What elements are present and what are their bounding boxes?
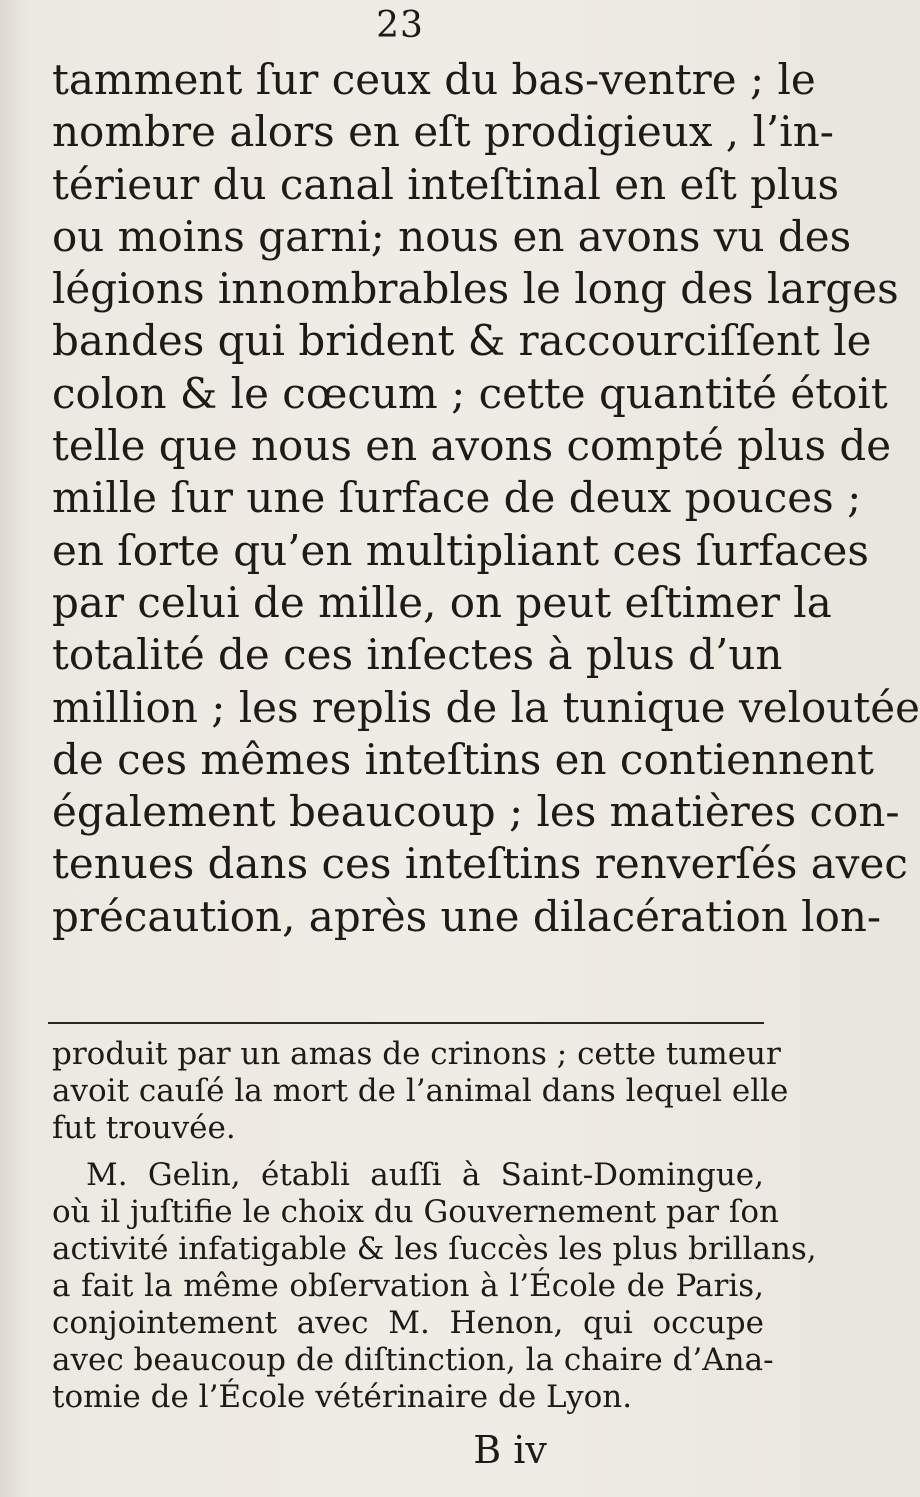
text-line: bandes qui brident & raccourciſſent le (52, 316, 872, 366)
text-line: de ces mêmes inteſtins en contiennent (52, 734, 874, 784)
footnote-line: produit par un amas de crinons ; cette tumeur (52, 1036, 781, 1072)
text-line: colon & le cœcum ; cette quantité étoit (52, 368, 888, 418)
footnote-line: avoit cauſé la mort de l’animal dans lequel elle (52, 1073, 789, 1109)
text-line: tamment ſur ceux du bas-ventre ; le (52, 55, 816, 104)
text-line: térieur du canal inteſtinal en eſt plus (52, 159, 840, 209)
text-line: million ; les replis de la tunique veloutée (52, 682, 920, 732)
main-text (52, 54, 920, 943)
text-line: légions innombrables le long des larges (52, 264, 899, 314)
footnote-gap (52, 1147, 764, 1157)
footnote-divider (48, 1022, 764, 1024)
footnotes (52, 1036, 817, 1416)
text-line: également beaucoup ; les matières con- (52, 787, 900, 837)
text-line: telle que nous en avons compté plus de (52, 421, 892, 471)
footnote-line: où il juſtifie le choix du Gouvernement par ſon (52, 1194, 779, 1230)
text-line: nombre alors en eſt prodigieux , l’in- (52, 107, 834, 157)
text-line: totalité de ces inſectes à plus d’un (52, 630, 783, 680)
page-number: 23 (376, 5, 424, 46)
text-line: tenues dans ces inteſtins renverſés avec (52, 839, 908, 889)
text-line: en ſorte qu’en multipliant ces ſurfaces (52, 525, 869, 575)
text-line: précaution, après une dilacération lon- (52, 891, 882, 941)
footnote-line: avec beaucoup de diſtinction, la chaire d’Ana- (52, 1342, 774, 1378)
footnote-line: M. Gelin, établi auſſi à Saint-Domingue, (86, 1157, 764, 1193)
footnote-line: activité infatigable & les ſuccès les plus brillans, (52, 1231, 817, 1267)
text-line: mille ſur une ſurface de deux pouces ; (52, 473, 862, 523)
signature-mark: B iv (473, 1428, 547, 1472)
footnote-line: conjointement avec M. Henon, qui occupe (52, 1305, 764, 1341)
footnote-line: fut trouvée. (52, 1110, 236, 1146)
text-line: par celui de mille, on peut eſtimer la (52, 577, 832, 627)
text-line: ou moins garni; nous en avons vu des (52, 211, 852, 261)
footnote-line: a fait la même obſervation à l’École de Paris, (52, 1268, 764, 1304)
footnote-line: tomie de l’École vétérinaire de Lyon. (52, 1379, 633, 1415)
